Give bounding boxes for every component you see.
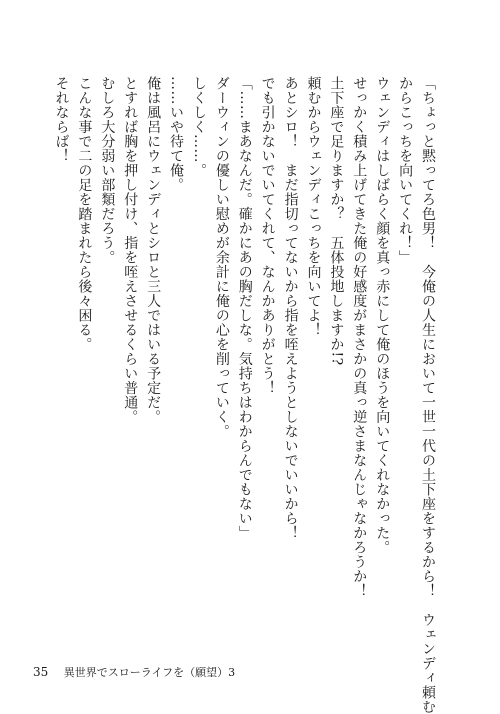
- body-line: からこっちを向いてくれ！」: [397, 76, 414, 265]
- page-footer: [33, 664, 235, 680]
- body-line: それならば！: [53, 76, 70, 163]
- body-line: ウェンディはしばらく顔を真っ赤にして俺のほうを向いてくれなかった。: [374, 76, 391, 555]
- body-line: 「……まあなんだ。確かにあの胸だしな。気持ちはわからんでもない」: [236, 76, 253, 540]
- page-number: 35: [33, 665, 49, 679]
- body-line: ダーウィンの優しい慰めが余計に俺の心を削っていく。: [213, 76, 230, 439]
- body-line: こんな事で二の足を踏まれたら後々困る。: [76, 76, 93, 352]
- body-line: むしろ大分弱い部類だろう。: [99, 76, 116, 265]
- body-line: 俺は風呂にウェンディとシロと三人ではいる予定だ。: [145, 76, 162, 424]
- body-line: とすれば胸を押し付け、指を咥えさせるくらい普通。: [122, 76, 139, 424]
- body-line: しくしく……。: [190, 76, 207, 178]
- body-line: 土下座で足りますか？ 五体投地しますか!?: [328, 76, 345, 366]
- body-line: ……いや待て俺。: [168, 76, 185, 192]
- body-line: 「ちょっと黙ってろ色男！ 今俺の人生において一世一代の土下座をするから！ ウェンディ頼む: [420, 76, 436, 714]
- body-line: 頼むからウェンディこっちを向いてよ！: [305, 76, 322, 337]
- body-line: でも引かないでいてくれて、なんかありがとう！: [259, 76, 276, 395]
- body-line: あとシロ！ まだ指切ってないから指を咥えようとしないでいいから！: [282, 76, 299, 540]
- running-title: 異世界でスローライフを（願望）3: [63, 666, 236, 679]
- body-line: せっかく積み上げてきた俺の好感度がまさかの真っ逆さまなんじゃなかろうか！: [351, 76, 368, 598]
